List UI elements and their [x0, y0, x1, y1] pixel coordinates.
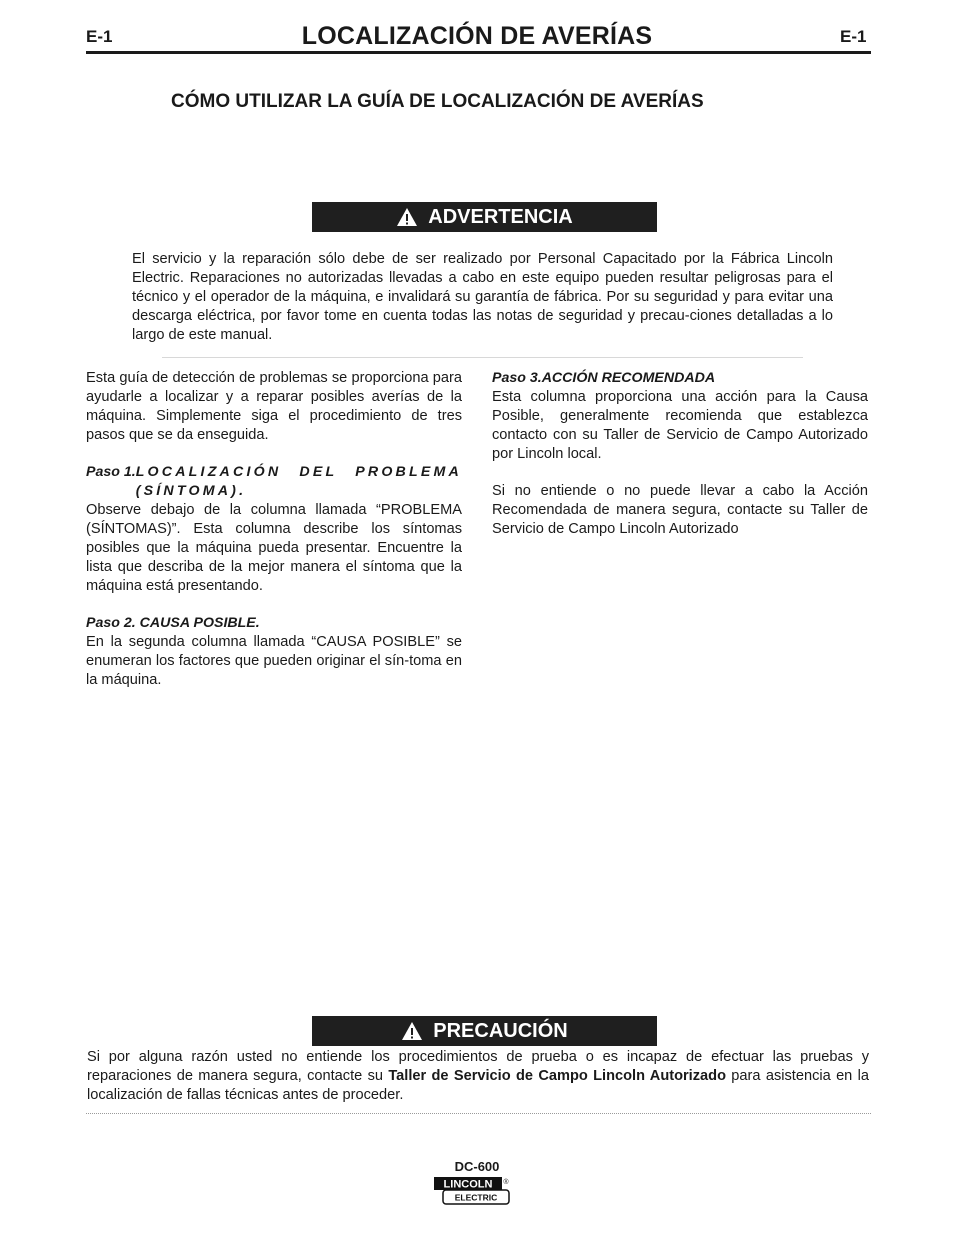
header-divider [86, 51, 871, 54]
footer-divider [86, 1113, 871, 1114]
logo-registered-mark: ® [503, 1179, 509, 1186]
step3-text: Esta columna proporciona una acción para la Causa Posible, generalmente recomienda que establezca contacto con su Taller de Servicio de Campo Autorizado por Lincoln local. [492, 389, 868, 462]
step2-heading: Paso 2. CAUSA POSIBLE. [86, 615, 260, 631]
step1-heading-number: Paso 1. [86, 464, 136, 480]
intro-paragraph: Esta guía de detección de problemas se proporciona para ayudarle a localizar y a reparar posibles averías de la máquina. Simplemente siga el procedimiento de tres pasos que se da enseguida. [86, 370, 462, 443]
section-divider [162, 357, 803, 358]
caution-text-end: para asistencia en la localización de fallas técnicas antes de proceder. [87, 1068, 869, 1103]
caution-text-bold: Taller de Servicio de Campo Lincoln Autorizado [388, 1068, 726, 1084]
caution-label: PRECAUCIÓN [433, 1019, 568, 1042]
warning-text: El servicio y la reparación sólo debe de ser realizado por Personal Capacitado por la Fábrica Lincoln Electric. Reparaciones no autorizadas llevadas a cabo en este equipo pueden resultar peligrosas para el técnico y el operador de la máquina, e invalidará su garantía de fábrica. Por su seguridad y para evitar una descarga eléctrica, por favor tome en cuenta todas las notas de seguridad y precau-ciones detalladas a lo largo de este manual. [132, 251, 833, 343]
page-code-left: E-1 [86, 27, 113, 46]
step3-heading [492, 369, 868, 388]
guide-left-column [86, 369, 462, 690]
caution-text [87, 1048, 869, 1105]
step3-extra-text: Si no entiende o no puede llevar a cabo la Acción Recomendada de manera segura, contacte su Taller de Servicio de Campo Lincoln Autorizado [492, 483, 868, 537]
step1-heading-title: LOCALIZACIÓN DEL PROBLEMA (SÍNTOMA). [135, 464, 462, 499]
warning-triangle-icon [401, 1021, 423, 1041]
page-title: LOCALIZACIÓN DE AVERÍAS [301, 22, 653, 50]
step1-text: Observe debajo de la columna llamada “PROBLEMA (SÍNTOMAS)”. Esta columna describe los síntomas posibles que la máquina pueda presentar. Encuentre la lista que describa de la mejor manera el síntoma que la máquina está presentando. [86, 502, 462, 594]
page-code-right: E-1 [840, 27, 867, 46]
section-title: CÓMO UTILIZAR LA GUÍA DE LOCALIZACIÓN DE AVERÍAS [171, 91, 704, 112]
warning-banner [312, 202, 657, 232]
lincoln-electric-logo [433, 1176, 511, 1206]
logo-bottom-text: ELECTRIC [454, 1192, 498, 1203]
logo-top-text: LINCOLN [443, 1178, 493, 1191]
step3-heading-title: ACCIÓN RECOMENDADA [541, 370, 716, 386]
guide-right-column [492, 369, 868, 539]
step1-heading [86, 463, 462, 501]
model-code: DC-600 [454, 1159, 500, 1174]
step2-text: En la segunda columna llamada “CAUSA POSIBLE” se enumeran los factores que pueden originar el sín-toma en la máquina. [86, 634, 462, 688]
caution-text-start: Si por alguna razón usted no entiende los procedimientos de prueba o es incapaz de efectuar las pruebas y reparaciones de manera segura, contacte su [87, 1049, 869, 1084]
step3-heading-number: Paso 3. [492, 370, 542, 386]
warning-triangle-icon [396, 207, 418, 227]
warning-label: ADVERTENCIA [428, 205, 573, 228]
caution-banner [312, 1016, 657, 1046]
